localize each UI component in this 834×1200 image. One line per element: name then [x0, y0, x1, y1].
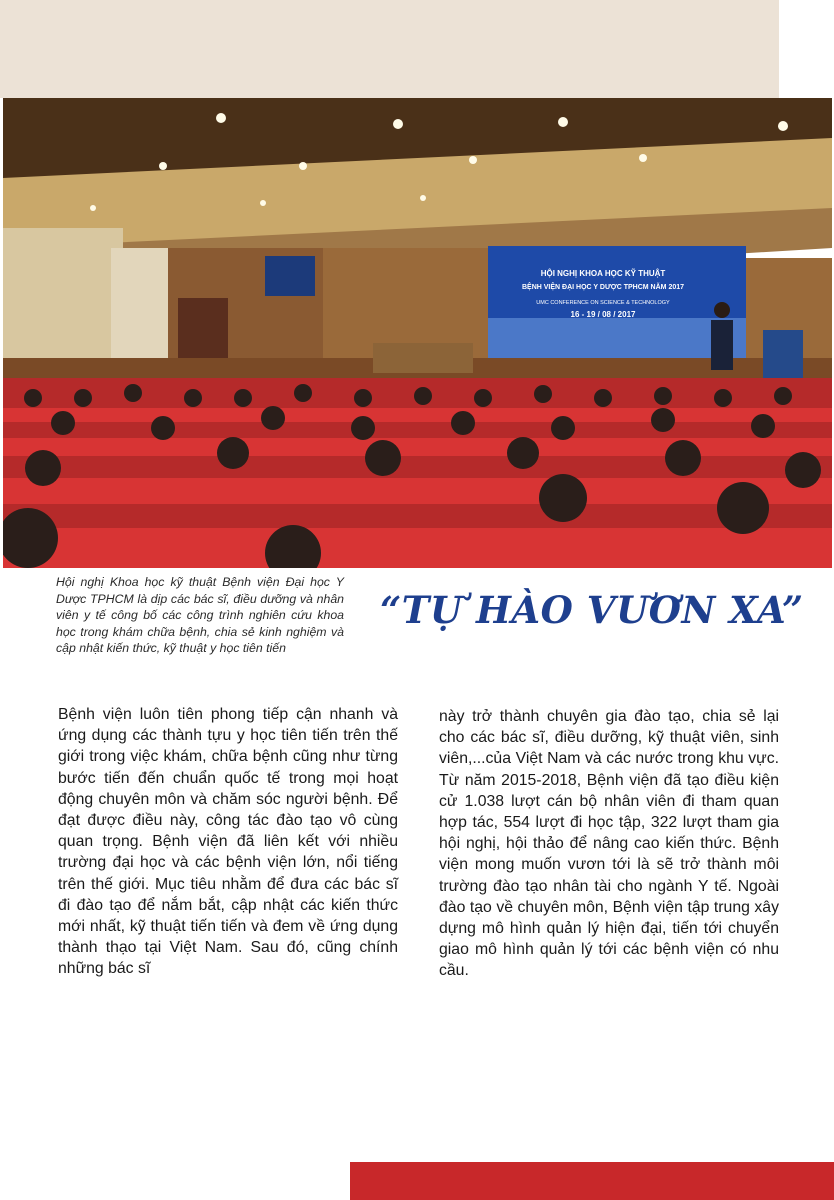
- stage-screen: [488, 246, 746, 360]
- pull-quote: “TỰ HÀO VƯƠN XA”: [380, 588, 804, 632]
- body-column-left: Bệnh viện luôn tiên phong tiếp cận nhanh và ứng dụng các thành tựu y học tiên tiến trên thế giới trong việc khám, chữa bệnh cũng như từng bước tiến đến chuẩn quốc tế trong mọi hoạt động chuyên môn và chăm sóc người bệnh. Để đạt được điều này, công tác đào tạo vô cùng quan trọng. Bệnh viện đã liên kết với nhiều trường đại học và các bệnh viện lớn, nổi tiếng trên thế giới. Mục tiêu nhằm để đưa các bác sĩ đi đào tạo để nắm bắt, cập nhật các kiến thức mới nhất, kỹ thuật tiến tiến và đem về ứng dụng thành thạo tại Việt Nam. Sau đó, cũng chính những bác sĩ: [58, 706, 398, 978]
- photo-caption: Hội nghị Khoa học kỹ thuật Bệnh viện Đại học Y Dược TPHCM là dịp các bác sĩ, điều dưỡng và nhân viên y tế công bố các công trình nghiên cứu khoa học trong khám chữa bệnh, chia sẻ kinh nghiệm và cập nhật kiến thức, kỹ thuật y học tiên tiến: [56, 575, 344, 656]
- conference-photo: [3, 98, 832, 568]
- screen-subtitle: BỆNH VIỆN ĐẠI HỌC Y DƯỢC TPHCM NĂM 2017: [521, 284, 685, 291]
- bottom-accent-bar: [350, 1162, 834, 1200]
- body-column-right: này trở thành chuyên gia đào tạo, chia sẻ lại cho các bác sĩ, điều dưỡng, kỹ thuật viên, sinh viên,...của Việt Nam và các nước trong khu vực. Từ năm 2015-2018, Bệnh viện đã tạo điều kiện cử 1.038 lượt cán bộ nhân viên đi tham quan hợp tác, 554 lượt đi học tập, 322 lượt tham gia hội nghị, hội thảo để nâng cao kiến thức. Bệnh viện mong muốn vươn tới là sẽ trở thành môi trường đào tạo nhân tài cho ngành Y tế. Ngoài đào tạo về chuyên môn, Bệnh viện tập trung xây dựng mô hình quản lý hiện đại, tiến tới chuyển giao mô hình quản lý tới các bệnh viện có nhu cầu.: [439, 708, 779, 980]
- screen-date: 16 - 19 / 08 / 2017: [570, 310, 636, 319]
- screen-title: HỘI NGHỊ KHOA HỌC KỸ THUẬT: [540, 269, 666, 278]
- top-color-band: [0, 0, 779, 98]
- screen-title-en: UMC CONFERENCE ON SCIENCE & TECHNOLOGY: [536, 300, 670, 306]
